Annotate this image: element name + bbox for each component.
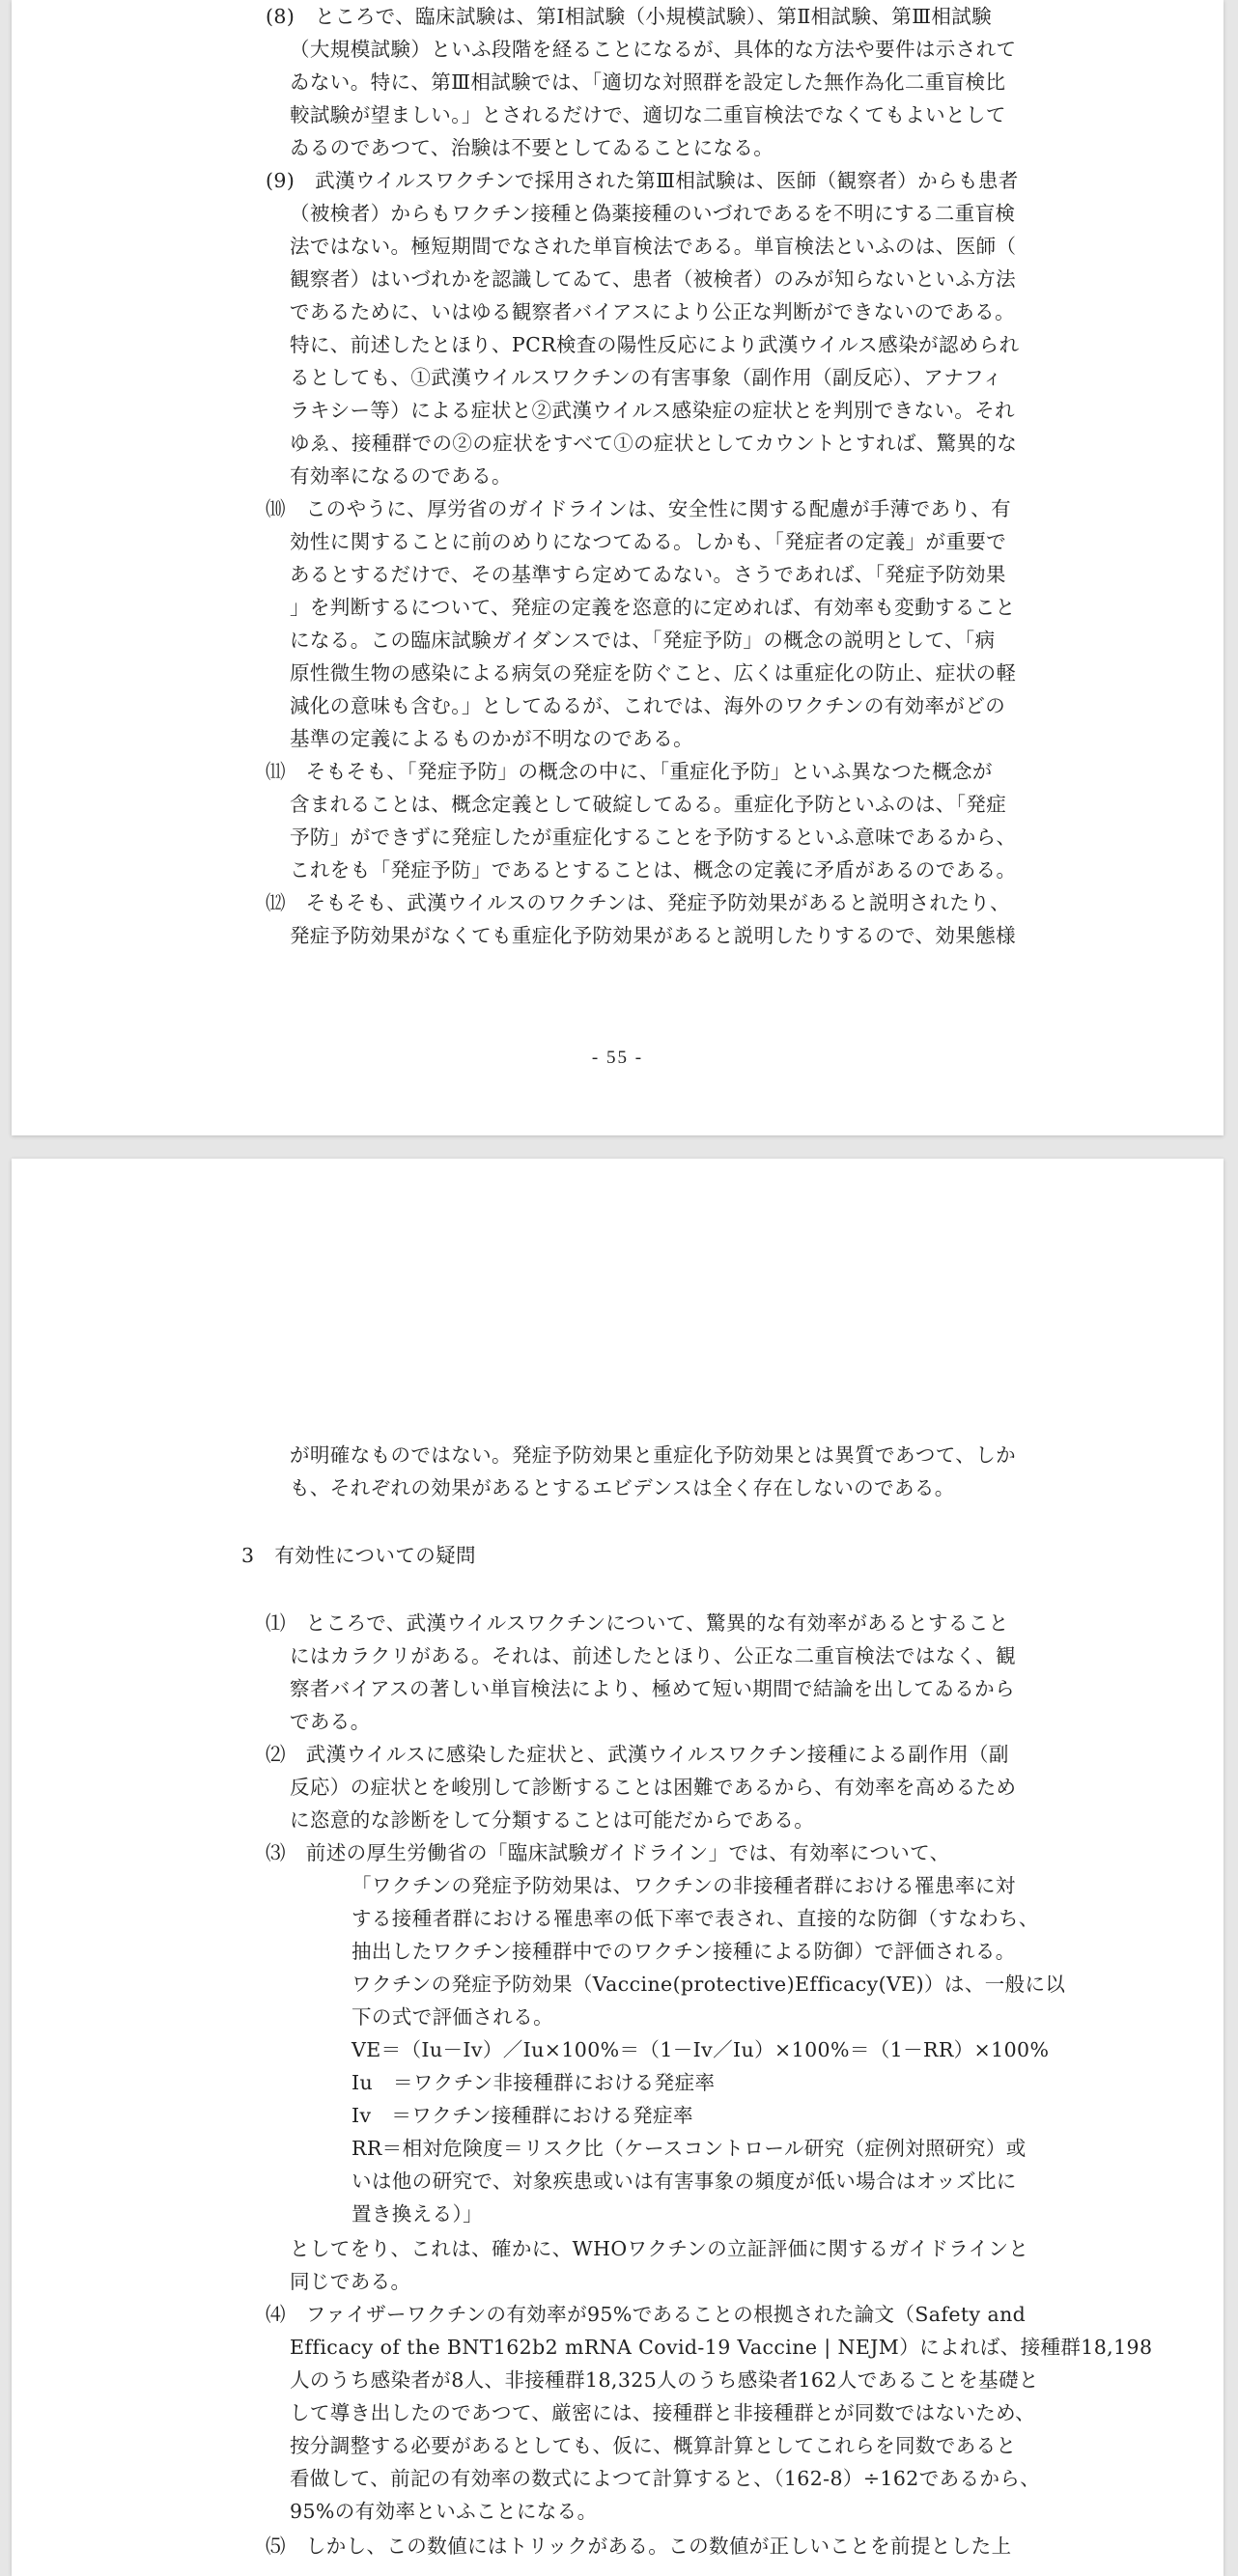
formula-line: Iu ＝ワクチン非接種群における発症率 (352, 2071, 716, 2094)
text-line: も、それぞれの効果があるとするエビデンスは全く存在しないのである。 (290, 1476, 955, 1499)
quote-line: RR＝相対危険度＝リスク比（ケースコントロール研究（症例対照研究）或 (352, 2137, 1027, 2160)
text-line: 反応）の症状とを峻別して診断することは困難であるから、有効率を高めるため (290, 1776, 1017, 1799)
text-line: としてをり、これは、確かに、WHOワクチンの立証評価に関するガイドラインと (290, 2237, 1029, 2260)
quote-line: する接種者群における罹患率の低下率で表され、直接的な防御（すなわち、 (352, 1907, 1039, 1930)
document-page-55 (12, 0, 1224, 1135)
text-line: ⑶ 前述の厚生労働省の「臨床試験ガイドライン」では、有効率について、 (266, 1841, 950, 1864)
quote-line: いは他の研究で、対象疾患或いは有害事象の頻度が低い場合はオッズ比に (352, 2170, 1017, 2193)
quote-line: 下の式で評価される。 (352, 2005, 553, 2029)
text-line: (8) ところで、臨床試験は、第Ⅰ相試験（小規模試験）、第Ⅱ相試験、第Ⅲ相試験 (266, 5, 993, 28)
text-line: 同じである。 (290, 2270, 411, 2293)
text-line: 特に、前述したとほり、PCR検査の陽性反応により武漢ウイルス感染が認められ (290, 333, 1020, 356)
text-line: 人のうち感染者が8人、非接種群18,325人のうち感染者162人であることを基礎と (290, 2368, 1039, 2392)
text-line: であるために、いはゆる観察者バイアスにより公正な判断ができないのである。 (290, 300, 1015, 323)
text-line: 発症予防効果がなくても重症化予防効果があると説明したりするので、効果態様 (290, 924, 1016, 947)
text-line: 効性に関することに前のめりになつてゐる。しかも、「発症者の定義」が重要で (290, 530, 1007, 553)
text-line: （被検者）からもワクチン接種と偽薬接種のいづれであるを不明にする二重盲検 (290, 202, 1016, 225)
formula-line: Iv ＝ワクチン接種群における発症率 (352, 2104, 693, 2127)
text-line: ⑵ 武漢ウイルスに感染した症状と、武漢ウイルスワクチン接種による副作用（副 (266, 1743, 1009, 1766)
text-line: に恣意的な診断をして分類することは可能だからである。 (290, 1808, 815, 1832)
text-line: 看做して、前記の有効率の数式によつて計算すると、（162-8）÷162であるから、 (290, 2467, 1041, 2490)
text-line: 原性微生物の感染による病気の発症を防ぐこと、広くは重症化の防止、症状の軽 (290, 661, 1017, 685)
text-line: 基準の定義によるものかが不明なのである。 (290, 727, 693, 750)
text-line: 按分調整する必要があるとしても、仮に、概算計算としてこれらを同数であると (290, 2434, 1017, 2457)
text-line: 察者バイアスの著しい単盲検法により、極めて短い期間で結論を出してゐるから (290, 1677, 1015, 1700)
text-line: が明確なものではない。発症予防効果と重症化予防効果とは異質であつて、しか (290, 1443, 1016, 1467)
text-line: ゐない。特に、第Ⅲ相試験では、「適切な対照群を設定した無作為化二重盲検比 (290, 70, 1006, 94)
document-page-56 (12, 1159, 1224, 2576)
text-line: あるとするだけで、その基準すら定めてゐない。さうであれば、「発症予防効果 (290, 563, 1006, 586)
quote-line: ワクチンの発症予防効果（Vaccine(protective)Efficacy(VE)）は、一般に以 (352, 1973, 1066, 1996)
text-line: 含まれることは、概念定義として破綻してゐる。重症化予防といふのは、「発症 (290, 793, 1007, 816)
text-line: (9) 武漢ウイルスワクチンで採用された第Ⅲ相試験は、医師（観察者）からも患者 (266, 169, 1019, 192)
section-heading: 3 有効性についての疑問 (241, 1544, 476, 1567)
text-line: ⑴ ところで、武漢ウイルスワクチンについて、驚異的な有効率があるとすること (266, 1611, 1009, 1635)
text-line: ゆゑ、接種群での②の症状をすべて①の症状としてカウントとすれば、驚異的な (290, 432, 1018, 455)
text-line: 観察者）はいづれかを認識してゐて、患者（被検者）のみが知らないといふ方法 (290, 267, 1016, 291)
text-line: ⑸ しかし、この数値にはトリックがある。この数値が正しいことを前提とした上 (266, 2534, 1012, 2558)
text-line: 」を判断するについて、発症の定義を恣意的に定めれば、有効率も変動すること (290, 596, 1016, 619)
text-line: 有効率になるのである。 (290, 464, 512, 488)
text-line: これをも「発症予防」であるとすることは、概念の定義に矛盾があるのである。 (290, 858, 1017, 882)
text-line: になる。この臨床試験ガイダンスでは、「発症予防」の概念の説明として、「病 (290, 629, 996, 652)
text-line: ラキシー等）による症状と②武漢ウイルス感染症の症状とを判別できない。それ (290, 399, 1015, 422)
quote-line: 抽出したワクチン接種群中でのワクチン接種による防御）で評価される。 (352, 1940, 1016, 1963)
text-line: 法ではない。極短期間でなされた単盲検法である。単盲検法といふのは、医師（ (290, 235, 1017, 258)
text-line: ⑿ そもそも、武漢ウイルスのワクチンは、発症予防効果があると説明されたり、 (266, 891, 1011, 914)
text-line: （大規模試験）といふ段階を経ることになるが、具体的な方法や要件は示されて (290, 38, 1017, 61)
quote-line: 置き換える）」 (352, 2202, 484, 2226)
text-line: Efficacy of the BNT162b2 mRNA Covid-19 Vaccine | NEJM）によれば、接種群18,198 (290, 2336, 1153, 2359)
page-number: - 55 - (591, 1048, 644, 1068)
quote-line: 「ワクチンの発症予防効果は、ワクチンの非接種者群における罹患率に対 (352, 1874, 1016, 1897)
text-line: 較試験が望ましい。」とされるだけで、適切な二重盲検法でなくてもよいとして (290, 103, 1006, 126)
text-line: にはカラクリがある。それは、前述したとほり、公正な二重盲検法ではなく、観 (290, 1644, 1016, 1667)
text-line: 予防」ができずに発症したが重症化することを予防するといふ意味であるから、 (290, 826, 1017, 849)
text-line: して導き出したのであつて、厳密には、接種群と非接種群とが同数ではないため、 (290, 2401, 1036, 2424)
text-line: ゐるのであつて、治験は不要としてゐることになる。 (290, 136, 774, 159)
text-line: 95%の有効率といふことになる。 (290, 2500, 598, 2523)
text-line: るとしても、①武漢ウイルスワクチンの有害事象（副作用（副反応）、アナフィ (290, 366, 1003, 389)
text-line: である。 (290, 1710, 371, 1733)
text-line: ⑾ そもそも、「発症予防」の概念の中に、「重症化予防」といふ異なつた概念が (266, 760, 993, 783)
text-line: ⑷ ファイザーワクチンの有効率が95%であることの根拠された論文（Safety and (266, 2303, 1027, 2326)
formula-line: VE＝（Iu－Iv）／Iu×100%＝（1－Iv／Iu）×100%＝（1－RR）×100% (352, 2038, 1050, 2061)
text-line: 減化の意味も含む。」としてゐるが、これでは、海外のワクチンの有効率がどの (290, 694, 1006, 717)
text-line: ⑽ このやうに、厚労省のガイドラインは、安全性に関する配慮が手薄であり、有 (266, 497, 1012, 520)
